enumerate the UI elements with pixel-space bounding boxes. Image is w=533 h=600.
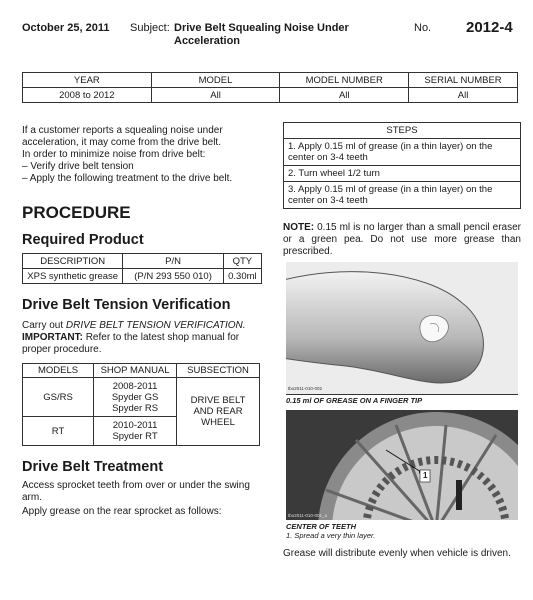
finger-tip-figure xyxy=(286,262,518,395)
header-year: YEAR xyxy=(23,73,152,88)
header-model-number: MODEL NUMBER xyxy=(280,73,409,88)
intro-paragraph: If a customer reports a squealing noise under acceleration, it may come from the drive belt. xyxy=(22,125,223,148)
important-label: IMPORTANT: xyxy=(22,332,83,343)
sprocket-figure xyxy=(286,410,518,520)
important-text: Refer to the latest shop manual for proper procedure. xyxy=(22,332,240,355)
carry-out-procedure: DRIVE BELT TENSION VERIFICATION. xyxy=(65,320,246,331)
header-models: MODELS xyxy=(23,364,94,378)
treatment-paragraph: Apply grease on the rear sprocket as follows: xyxy=(22,506,222,517)
note-label: NOTE: xyxy=(283,222,315,233)
steps-table xyxy=(283,122,521,209)
figure-caption: 0.15 ml OF GREASE ON A FINGER TIP xyxy=(286,396,423,405)
cell-model-number: All xyxy=(280,88,409,103)
table-header-row xyxy=(23,364,260,378)
figure-reference: tbo2011-010-001_a xyxy=(288,513,327,518)
figure-legend: 1. Spread a very thin layer. xyxy=(286,531,376,540)
figure-callout: 1 xyxy=(423,471,428,480)
header-model: MODEL xyxy=(151,73,280,88)
table-row xyxy=(23,269,262,284)
manual-line: Spyder GS xyxy=(111,391,159,403)
required-product-heading: Required Product xyxy=(22,232,144,248)
manual-line: 2008-2011 xyxy=(112,380,158,392)
carry-out-line xyxy=(22,320,266,332)
number-label: No. xyxy=(414,22,432,34)
figure-caption: CENTER OF TEETH xyxy=(286,522,357,531)
bulletin-subject: Drive Belt Squealing Noise Under Acceleration xyxy=(174,22,349,47)
intro-bullet: – Apply the following treatment to the drive belt. xyxy=(22,173,233,184)
carry-out-prefix: Carry out xyxy=(22,320,66,331)
bulletin-number: 2012-4 xyxy=(466,19,513,36)
note-text xyxy=(283,222,521,258)
subject-label: Subject: xyxy=(130,22,170,34)
header-shop-manual: SHOP MANUAL xyxy=(94,364,177,378)
table-header-row xyxy=(23,254,262,269)
manual-line: Spyder RT xyxy=(112,431,158,442)
manual-line: 2010-2011 xyxy=(112,420,158,431)
steps-header: STEPS xyxy=(284,123,521,139)
step-item: 3. Apply 0.15 ml of grease (in a thin layer) on the center on 3-4 teeth xyxy=(284,182,521,209)
intro-bullet: – Verify drive belt tension xyxy=(22,161,134,172)
subsection-line: AND REAR xyxy=(193,406,243,417)
applicability-table xyxy=(22,72,518,103)
treatment-heading: Drive Belt Treatment xyxy=(22,459,164,475)
procedure-heading: PROCEDURE xyxy=(22,203,131,222)
cell-model: All xyxy=(151,88,280,103)
finger-tip-image xyxy=(286,262,518,394)
shop-manual-table xyxy=(22,363,260,446)
tension-text xyxy=(22,320,266,356)
cell-model: GS/RS xyxy=(23,378,94,417)
intro-text xyxy=(22,125,270,185)
cell-pn: (P/N 293 550 010) xyxy=(123,269,223,284)
required-product-table xyxy=(22,253,262,284)
cell-manual xyxy=(94,378,177,417)
step-item: 2. Turn wheel 1/2 turn xyxy=(284,166,521,182)
cell-model: RT xyxy=(23,417,94,446)
treatment-text xyxy=(22,480,266,518)
cell-description: XPS synthetic grease xyxy=(23,269,123,284)
header-serial-number: SERIAL NUMBER xyxy=(409,73,518,88)
cell-serial-number: All xyxy=(409,88,518,103)
step-item: 1. Apply 0.15 ml of grease (in a thin layer) on the center on 3-4 teeth xyxy=(284,139,521,166)
table-row xyxy=(284,139,521,166)
cell-qty: 0.30ml xyxy=(223,269,261,284)
header-pn: P/N xyxy=(123,254,223,269)
cell-manual xyxy=(94,417,177,446)
closing-text: Grease will distribute evenly when vehicle is driven. xyxy=(283,548,511,559)
header-qty: QTY xyxy=(223,254,261,269)
table-header-row xyxy=(23,73,518,88)
table-row xyxy=(284,166,521,182)
sprocket-image xyxy=(286,410,518,520)
figure-reference: tbo2011-010-002 xyxy=(288,386,322,391)
cell-year: 2008 to 2012 xyxy=(23,88,152,103)
header-subsection: SUBSECTION xyxy=(177,364,260,378)
table-row xyxy=(23,378,260,417)
intro-paragraph: In order to minimize noise from drive belt: xyxy=(22,149,206,160)
table-row xyxy=(23,88,518,103)
tension-heading: Drive Belt Tension Verification xyxy=(22,297,231,313)
manual-line: Spyder RS xyxy=(112,402,159,414)
note-body: 0.15 ml is no larger than a small pencil eraser or a green pea. Do not use more grease than prescribed. xyxy=(283,222,521,257)
header-description: DESCRIPTION xyxy=(23,254,123,269)
subsection-line: DRIVE BELT xyxy=(190,395,246,406)
table-header-row xyxy=(284,123,521,139)
bulletin-date: October 25, 2011 xyxy=(22,22,110,34)
subsection-line: WHEEL xyxy=(201,417,235,428)
important-line xyxy=(22,332,266,356)
table-row xyxy=(284,182,521,209)
cell-subsection xyxy=(177,378,260,446)
treatment-paragraph: Access sprocket teeth from over or under the swing arm. xyxy=(22,480,250,503)
